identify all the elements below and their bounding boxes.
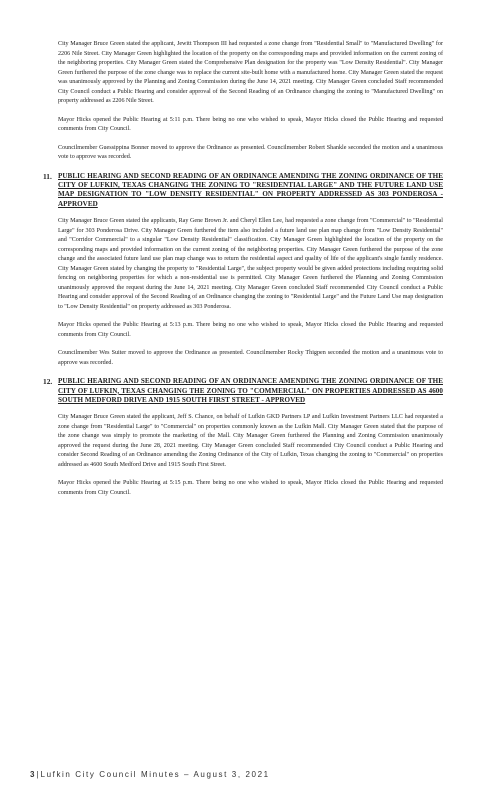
item-paragraph: Mayor Hicks opened the Public Hearing at 5:15 p.m. There being no one who wished to speak, Mayor Hicks closed the Public Hearing and requested comments from City Council. xyxy=(58,480,443,496)
agenda-item-11 xyxy=(43,171,443,210)
intro-paragraph: Mayor Hicks opened the Public Hearing at 5:11 p.m. There being no one who wished to speak, Mayor Hicks closed the Public Hearing and requested comments from City Council. xyxy=(58,116,443,132)
intro-paragraph: Councilmember Guessippina Bonner moved to approve the Ordinance as presented. Councilmember Robert Shankle seconded the motion and a unanimous vote to approve was recorded. xyxy=(58,144,443,160)
item-paragraph: Mayor Hicks opened the Public Hearing at 5:13 p.m. There being no one who wished to speak, Mayor Hicks closed the Public Hearing and requested comments from City Council. xyxy=(58,322,443,338)
item-number: 12. xyxy=(43,377,53,387)
agenda-item-12 xyxy=(43,377,443,405)
item-heading: PUBLIC HEARING AND SECOND READING OF AN ORDINANCE AMENDING THE ZONING ORDINANCE OF THE CITY OF LUFKIN, TEXAS CHANGING THE ZONING TO "RESIDENTIAL LARGE" AND THE FUTURE LAND USE MAP DESIGNATION TO "LOW DENSITY RESIDENTIAL" ON PROPERTY ADDRESSED AS 303 PONDEROSA - APPROVED xyxy=(58,171,443,208)
footer-separator: | xyxy=(36,770,39,779)
page-footer xyxy=(30,770,270,779)
footer-title: Lufkin City Council Minutes – August 3, 2021 xyxy=(40,770,270,779)
item-paragraph: Councilmember Wes Suiter moved to approve the Ordinance as presented. Councilmember Rocky Thigpen seconded the motion and a unanimous vote to approve was recorded. xyxy=(58,350,443,366)
page-number: 3 xyxy=(30,770,35,779)
intro-paragraph: City Manager Bruce Green stated the applicant, Jewitt Thompson III had requested a zone change from "Residential Small" to "Manufactured Dwelling" for 2206 Nile Street. City Manager Green highlighted the location of the property on the corresponding maps and provided information on the current zoning of the neighboring properties. City Manager Green stated the Comprehensive Plan designation for the property was "Low Density Residential". City Manager Green furthered the purpose of the zone change was to replace the current site-built home with a manufactured home. City Manager Green stated the request was unanimously approved by the Planning and Zoning Commission during the June 14, 2021 meeting. City Manager Green concluded Staff recommended City Council conduct a Public Hearing and consider approval of the Second Reading of an Ordinance changing the zoning to "Manufactured Dwelling" on property addressed as 2206 Nile Street. xyxy=(58,41,443,104)
item-paragraph: City Manager Bruce Green stated the applicant, Jeff S. Chance, on behalf of Lufkin GKD Partners LP and Lufkin Investment Partners LLC had requested a zone change from "Residential Large" to "Commercial" on properties commonly known as the Lufkin Mall. City Manager Green stated that the purpose of the zone change was simply to promote the marketing of the Mall. City Manager Green furthered the Planning and Zoning Commission unanimously approved the request during the June 28, 2021 meeting. City Manager Green concluded Staff recommended City Council conduct a Public Hearing and consider Second Reading of an Ordinance amending the Zoning Ordinance of the City of Lufkin, Texas changing the zoning to "Commercial" on properties addressed as 4600 South Medford Drive and 1915 South First Street. xyxy=(58,414,443,468)
item-paragraph: City Manager Bruce Green stated the applicants, Ray Gene Brown Jr. and Cheryl Ellen Lee, had requested a zone change from "Commercial" to "Residential Large" for 303 Ponderosa Drive. City Manager Green furthered the item also included a future land use plan map change from "Low Density Residential" and "Corridor Commercial" to a singular "Low Density Residential" classification. City Manager Green highlighted the location of the property on the corresponding maps and provided information on the current zoning of the neighboring properties. City Manager Green furthered the purpose of the zone change and the associated future land use plan map change was to return the residential aspect and quality of life of the applicant's single family residence. City Manager Green stated by changing the property to "Residential Large", the subject property would be given added protections including requiring solid fencing on neighboring properties for which a non-residential use is permitted. City Manager Green furthered the Planning and Zoning Commission unanimously approved the request during the June 14, 2021 meeting. City Manager Green concluded Staff recommended City Council conduct a Public Hearing and consider approval of the Second Reading of an Ordinance changing the zoning to "Residential Large" and the Future Land Use map designation to "Low Density Residential" on property addressed as 303 Ponderosa. xyxy=(58,218,443,310)
item-number: 11. xyxy=(43,171,52,181)
minutes-body xyxy=(43,40,443,507)
item-heading: PUBLIC HEARING AND SECOND READING OF AN ORDINANCE AMENDING THE ZONING ORDINANCE OF THE CITY OF LUFKIN, TEXAS CHANGING THE ZONING TO "COMMERCIAL" ON PROPERTIES ADDRESSED AS 4600 SOUTH MEDFORD DRIVE AND 1915 SOUTH FIRST STREET - APPROVED xyxy=(58,377,443,404)
